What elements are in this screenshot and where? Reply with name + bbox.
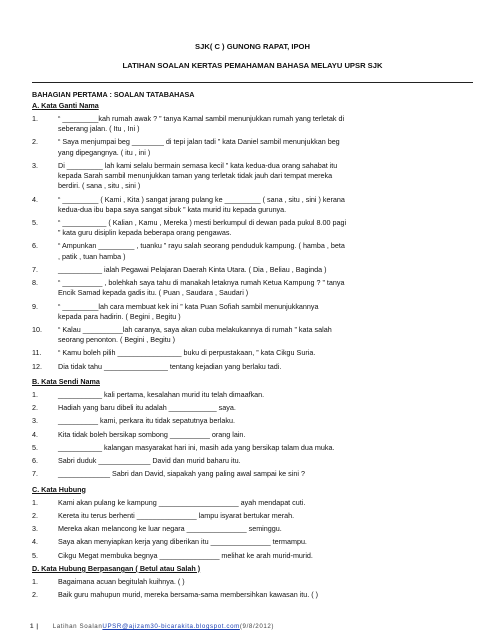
question-line: “ ___________ ( Kalian , Kamu , Mereka ) mesti berkumpul di dewan pada pukul 8.00 pagi (58, 217, 347, 227)
question-number: 1. (32, 497, 38, 507)
question-text (58, 390, 473, 400)
question-text (58, 265, 473, 275)
question-line: __________ kami, perkara itu tidak sepatutnya berlaku. (58, 416, 236, 426)
question-number: 2. (32, 590, 38, 600)
question-line: kedua-dua ibu bapa saya sangat sibuk ” kata murid itu kepada gurunya. (58, 204, 287, 214)
question-text (58, 443, 473, 453)
question-text (58, 218, 473, 238)
question-item (32, 390, 473, 400)
question-text (58, 161, 473, 192)
question-text (58, 348, 473, 358)
question-line: _____________ Sabri dan David, siapakah yang paling awal sampai ke sini ? (58, 469, 305, 479)
question-text (58, 325, 473, 345)
question-item (32, 325, 473, 345)
question-item (32, 498, 473, 508)
question-item (32, 137, 473, 157)
question-line: berdiri. ( sana , situ , sini ) (58, 181, 141, 191)
question-number: 5. (32, 442, 38, 452)
question-item (32, 416, 473, 426)
question-text (58, 403, 473, 413)
question-number: 3. (32, 416, 38, 426)
question-number: 1. (32, 114, 38, 123)
question-number: 5. (32, 217, 38, 227)
question-number: 7. (32, 264, 38, 274)
question-number: 5. (32, 550, 38, 560)
question-number: 11. (32, 348, 42, 358)
question-item (32, 302, 473, 322)
question-item (32, 469, 473, 479)
school-name: SJK( C ) GUNONG RAPAT, IPOH (195, 42, 310, 51)
question-item (32, 362, 473, 372)
question-line: Kami akan pulang ke kampung ____________________ ayah mendapat cuti. (58, 497, 306, 507)
question-item (32, 265, 473, 275)
question-item (32, 443, 473, 453)
question-number: 7. (32, 469, 38, 479)
question-item (32, 278, 473, 298)
question-line: “ _________ ( Kami , Kita ) sangat jarang pulang ke _________ ( sana , situ , sini ) kerana (58, 194, 345, 204)
question-item (32, 537, 473, 547)
question-text (58, 511, 473, 521)
question-number: 2. (32, 403, 38, 413)
page-number: 1 | (30, 623, 39, 631)
question-line: “ Saya menjumpai beg ________ di tepi jalan tadi ” kata Daniel sambil menunjukkan beg (58, 137, 340, 147)
question-number: 9. (32, 301, 38, 311)
question-line: seberang jalan. ( Itu , Ini ) (58, 124, 140, 134)
question-item (32, 577, 473, 587)
question-line: ” kata guru disiplin kepada beberapa orang pengawas. (58, 228, 232, 238)
question-text (58, 302, 473, 322)
question-line: Bagaimana acuan begitulah kuihnya. ( ) (58, 577, 185, 587)
question-text (58, 278, 473, 298)
question-line: “ _________kah rumah awak ? ” tanya Kamal sambil menunjukkan rumah yang terletak di (58, 114, 345, 123)
section-a-heading: A. Kata Ganti Nama (32, 100, 99, 110)
question-number: 4. (32, 537, 38, 547)
question-text (58, 416, 473, 426)
question-text (58, 195, 473, 215)
question-item (32, 511, 473, 521)
question-text (58, 577, 473, 587)
question-line: Baik guru mahupun murid, mereka bersama-sama membersihkan kawasan itu. ( ) (58, 590, 319, 600)
section-c-list (32, 498, 473, 561)
question-item (32, 348, 473, 358)
question-item (32, 161, 473, 192)
part-heading: BAHAGIAN PERTAMA : SOALAN TATABAHASA (32, 89, 195, 99)
question-item (32, 524, 473, 534)
question-item (32, 403, 473, 413)
question-line: “ Kalau __________lah caranya, saya akan cuba melakukannya di rumah ” kata salah (58, 324, 332, 334)
question-number: 3. (32, 524, 38, 534)
question-line: ___________ kalangan masyarakat hari ini, masih ada yang bersikap talam dua muka. (58, 442, 335, 452)
question-line: “ Kamu boleh pilih ________________ buku di perpustakaan, ” kata Cikgu Suria. (58, 348, 316, 358)
question-text (58, 137, 473, 157)
question-line: Cikgu Megat membuka begnya _______________ melihat ke arah murid-murid. (58, 550, 313, 560)
question-text (58, 362, 473, 372)
question-number: 6. (32, 241, 38, 251)
question-line: “ Ampunkan _________ , tuanku ” rayu salah seorang penduduk kampung. ( hamba , beta (58, 241, 345, 251)
question-text (58, 524, 473, 534)
question-number: 8. (32, 278, 38, 288)
question-line: kepada para hadirin. ( Begini , Begitu ) (58, 311, 181, 321)
question-line: kepada Sarah sambil menunjukkan taman yang terletak tidak jauh dari tempat mereka (58, 171, 333, 181)
question-text (58, 537, 473, 547)
document-title: LATIHAN SOALAN KERTAS PEMAHAMAN BAHASA MELAYU UPSR SJK (122, 60, 383, 70)
question-item (32, 241, 473, 261)
question-text (58, 590, 473, 600)
question-number: 3. (32, 160, 38, 170)
question-item (32, 430, 473, 440)
question-number: 6. (32, 456, 38, 466)
question-line: Kereta itu terus berhenti _______________ lampu isyarat bertukar merah. (58, 511, 295, 520)
question-text (58, 430, 473, 440)
question-line: yang dipegangnya. ( itu , ini ) (58, 147, 151, 157)
question-text (58, 456, 473, 466)
question-number: 2. (32, 137, 38, 147)
question-line: Mereka akan melancong ke luar negara _______________ seminggu. (58, 524, 282, 534)
question-line: Sabri duduk _____________ David dan murid baharu itu. (58, 456, 241, 466)
question-line: seorang penonton. ( Begini , Begitu ) (58, 335, 176, 345)
question-item (32, 456, 473, 466)
section-d-list (32, 577, 473, 600)
question-item (32, 114, 473, 134)
question-text (58, 469, 473, 479)
question-line: Hadiah yang baru dibeli itu adalah ____________ saya. (58, 403, 236, 413)
question-line: Dia tidak tahu ________________ tentang kejadian yang berlaku tadi. (58, 361, 282, 371)
question-item (32, 590, 473, 600)
section-b-heading: B. Kata Sendi Nama (32, 376, 100, 386)
question-number: 12. (32, 361, 42, 371)
question-line: , patik , tuan hamba ) (58, 251, 126, 261)
question-line: ___________ ialah Pegawai Pelajaran Daerah Kinta Utara. ( Dia , Beliau , Baginda ) (58, 264, 327, 274)
question-line: Saya akan menyiapkan kerja yang diberikan itu _______________ termampu. (58, 537, 307, 547)
question-text (58, 551, 473, 561)
question-line: “ _________lah cara membuat kek ini ” kata Puan Sofiah sambil menunjukkannya (58, 301, 319, 311)
question-line: Kita tidak boleh bersikap sombong __________ orang lain. (58, 429, 246, 439)
section-b-list (32, 390, 473, 480)
question-item (32, 551, 473, 561)
question-number: 2. (32, 511, 38, 520)
question-line: Di _________ lah kami selalu bermain semasa kecil ” kata kedua-dua orang sahabat itu (58, 160, 338, 170)
question-text (58, 241, 473, 261)
question-line: “ __________ , bolehkah saya tahu di manakah letaknya rumah Ketua Kampung ? ” tanya (58, 278, 345, 288)
question-text (58, 114, 473, 134)
footer-date: (9/8/2012) (239, 623, 275, 631)
question-text (58, 498, 473, 508)
question-number: 4. (32, 194, 38, 204)
question-number: 1. (32, 577, 38, 587)
document-header (32, 42, 473, 72)
section-c-heading: C. Kata Hubung (32, 484, 86, 494)
question-number: 1. (32, 390, 38, 400)
page-footer (30, 623, 274, 632)
section-d-heading: D. Kata Hubung Berpasangan ( Betul atau Salah ) (32, 563, 201, 573)
footer-prefix: Latihan Soalan (52, 623, 103, 631)
footer-link[interactable]: UPSR@ajizam30-bicarakita.blogspot.com (102, 623, 240, 631)
question-line: Encik Samad kepada gadis itu. ( Puan , Saudara , Saudari ) (58, 288, 249, 298)
question-item (32, 195, 473, 215)
question-number: 4. (32, 429, 38, 439)
header-divider (32, 82, 473, 83)
question-line: ___________ kali pertama, kesalahan murid itu telah dimaafkan. (58, 390, 265, 400)
question-number: 10. (32, 324, 42, 334)
question-item (32, 218, 473, 238)
section-a-list (32, 114, 473, 372)
